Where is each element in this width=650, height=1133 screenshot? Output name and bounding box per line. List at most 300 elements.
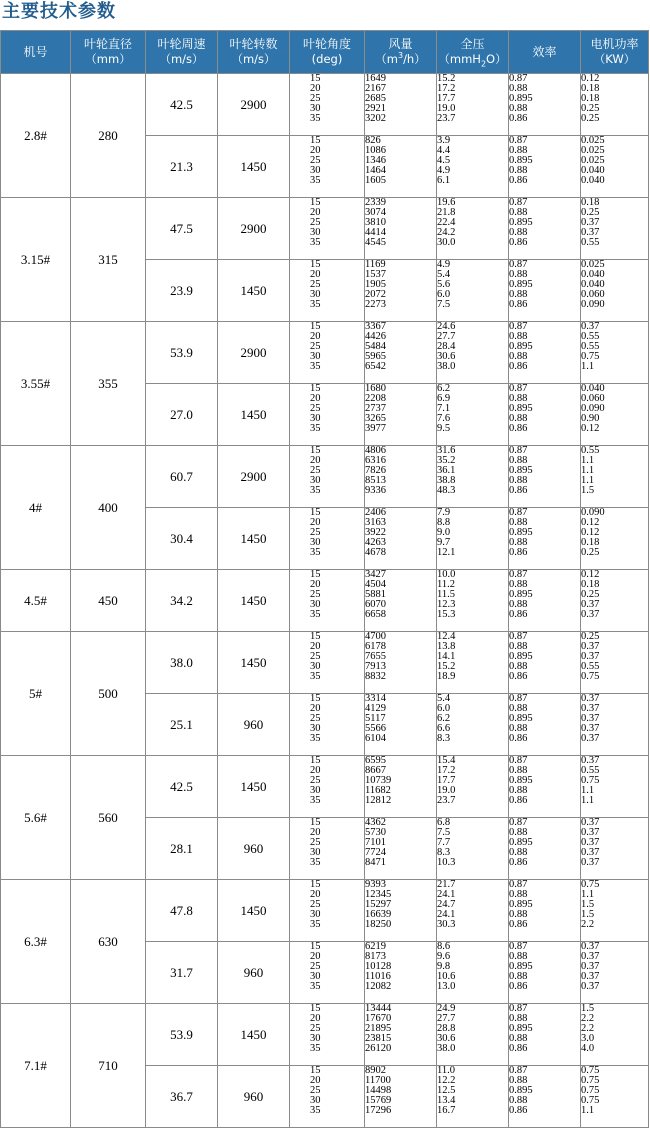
- efficiency-value: 0.895: [509, 403, 533, 414]
- power-value: 0.75: [581, 1075, 600, 1086]
- power-value: 0.37: [581, 651, 600, 662]
- airflow-value: 2737: [365, 403, 386, 414]
- speed-cell: 36.7: [146, 1066, 218, 1128]
- efficiency-value: 0.88: [509, 785, 528, 796]
- angle-cell: [290, 198, 365, 260]
- model-cell: 3.55#: [1, 322, 71, 446]
- pressure-value: 6.2: [437, 713, 451, 724]
- angle-value: 20: [310, 517, 321, 528]
- airflow-value: 1649: [365, 73, 386, 84]
- efficiency-value: 0.88: [509, 331, 528, 342]
- airflow-value: 3314: [365, 693, 386, 704]
- pressure-value: 10.3: [437, 857, 456, 868]
- power-value: 0.37: [581, 857, 600, 868]
- angle-value: 25: [310, 155, 321, 166]
- unit-text: O）: [486, 52, 507, 66]
- pressure-value: 12.4: [437, 631, 456, 642]
- efficiency-value: 0.86: [509, 671, 528, 682]
- efficiency-value: 0.88: [509, 765, 528, 776]
- power-value: 0.18: [581, 93, 600, 104]
- speed-cell: 53.9: [146, 1004, 218, 1066]
- airflow-value: 6595: [365, 755, 386, 766]
- efficiency-value: 0.88: [509, 1095, 528, 1106]
- airflow-value: 3074: [365, 207, 386, 218]
- efficiency-value: 0.895: [509, 465, 533, 476]
- angle-value: 25: [310, 527, 321, 538]
- angle-cell: [290, 632, 365, 694]
- efficiency-value: 0.86: [509, 299, 528, 310]
- pressure-value: 6.0: [437, 289, 451, 300]
- angle-value: 25: [310, 775, 321, 786]
- efficiency-value: 0.86: [509, 1105, 528, 1116]
- power-value: 0.75: [581, 879, 600, 890]
- power-cell: [581, 198, 649, 260]
- efficiency-value: 0.86: [509, 857, 528, 868]
- airflow-cell: [365, 136, 437, 198]
- angle-value: 35: [310, 1043, 321, 1054]
- airflow-cell: [365, 508, 437, 570]
- angle-cell: [290, 570, 365, 632]
- angle-value: 20: [310, 765, 321, 776]
- airflow-value: 2339: [365, 197, 386, 208]
- efficiency-cell: [509, 942, 581, 1004]
- pressure-value: 21.7: [437, 879, 456, 890]
- power-cell: [581, 136, 649, 198]
- speed-cell: 28.1: [146, 818, 218, 880]
- power-value: 0.75: [581, 1095, 600, 1106]
- angle-value: 35: [310, 1105, 321, 1116]
- efficiency-value: 0.87: [509, 1003, 528, 1014]
- efficiency-value: 0.895: [509, 527, 533, 538]
- airflow-value: 12082: [365, 981, 392, 992]
- speed-cell: 25.1: [146, 694, 218, 756]
- airflow-cell: [365, 260, 437, 322]
- efficiency-value: 0.895: [509, 1085, 533, 1096]
- power-value: 0.25: [581, 631, 600, 642]
- airflow-cell: [365, 880, 437, 942]
- airflow-value: 3810: [365, 217, 386, 228]
- diameter-cell: 400: [71, 446, 146, 570]
- efficiency-value: 0.895: [509, 155, 533, 166]
- airflow-value: 7826: [365, 465, 386, 476]
- airflow-value: 1537: [365, 269, 386, 280]
- pressure-value: 30.3: [437, 919, 456, 930]
- power-value: 0.37: [581, 817, 600, 828]
- airflow-value: 2072: [365, 289, 386, 300]
- airflow-cell: [365, 1004, 437, 1066]
- efficiency-value: 0.86: [509, 485, 528, 496]
- pressure-cell: [437, 756, 509, 818]
- speed-cell: 27.0: [146, 384, 218, 446]
- diameter-cell: 500: [71, 632, 146, 756]
- power-value: 1.1: [581, 455, 595, 466]
- pressure-value: 5.6: [437, 279, 451, 290]
- power-value: 0.040: [581, 279, 605, 290]
- efficiency-cell: [509, 446, 581, 508]
- power-cell: [581, 880, 649, 942]
- pressure-cell: [437, 260, 509, 322]
- header-power-line2: （KW）: [593, 52, 636, 66]
- angle-cell: [290, 756, 365, 818]
- pressure-value: 9.5: [437, 423, 451, 434]
- efficiency-value: 0.88: [509, 83, 528, 94]
- unit-subscript: 2: [480, 59, 487, 69]
- airflow-value: 2685: [365, 93, 386, 104]
- pressure-value: 9.6: [437, 951, 451, 962]
- airflow-value: 14498: [365, 1085, 392, 1096]
- efficiency-value: 0.88: [509, 289, 528, 300]
- efficiency-value: 0.88: [509, 475, 528, 486]
- angle-cell: [290, 74, 365, 136]
- angle-value: 30: [310, 1033, 321, 1044]
- model-cell: 6.3#: [1, 880, 71, 1004]
- efficiency-value: 0.88: [509, 909, 528, 920]
- angle-value: 35: [310, 857, 321, 868]
- angle-value: 35: [310, 671, 321, 682]
- airflow-value: 2208: [365, 393, 386, 404]
- pressure-value: 5.4: [437, 269, 451, 280]
- pressure-value: 38.0: [437, 361, 456, 372]
- efficiency-value: 0.88: [509, 1033, 528, 1044]
- power-value: 0.025: [581, 155, 605, 166]
- power-value: 0.025: [581, 145, 605, 156]
- power-value: 0.12: [581, 517, 600, 528]
- power-cell: [581, 1066, 649, 1128]
- power-value: 1.5: [581, 909, 595, 920]
- power-value: 0.25: [581, 589, 600, 600]
- header-power: [581, 31, 649, 74]
- pressure-cell: [437, 880, 509, 942]
- pressure-value: 24.1: [437, 909, 456, 920]
- efficiency-value: 0.87: [509, 73, 528, 84]
- angle-cell: [290, 880, 365, 942]
- pressure-value: 30.0: [437, 237, 456, 248]
- efficiency-value: 0.86: [509, 1043, 528, 1054]
- header-efficiency-line1: 效率: [532, 44, 557, 59]
- efficiency-value: 0.87: [509, 817, 528, 828]
- angle-value: 20: [310, 145, 321, 156]
- efficiency-value: 0.88: [509, 413, 528, 424]
- efficiency-value: 0.86: [509, 733, 528, 744]
- power-value: 1.1: [581, 795, 595, 806]
- angle-value: 35: [310, 981, 321, 992]
- rpm-cell: 1450: [218, 570, 290, 632]
- angle-value: 15: [310, 73, 321, 84]
- efficiency-value: 0.88: [509, 227, 528, 238]
- power-value: 0.37: [581, 217, 600, 228]
- pressure-value: 24.1: [437, 889, 456, 900]
- pressure-value: 15.4: [437, 755, 456, 766]
- power-value: 0.75: [581, 1065, 600, 1076]
- pressure-value: 48.3: [437, 485, 456, 496]
- pressure-value: 4.5: [437, 155, 451, 166]
- angle-value: 20: [310, 703, 321, 714]
- angle-value: 35: [310, 175, 321, 186]
- header-angle: [290, 31, 365, 74]
- airflow-value: 4362: [365, 817, 386, 828]
- efficiency-value: 0.86: [509, 175, 528, 186]
- power-value: 0.37: [581, 941, 600, 952]
- pressure-value: 13.0: [437, 981, 456, 992]
- angle-value: 30: [310, 847, 321, 858]
- speed-cell: 21.3: [146, 136, 218, 198]
- angle-value: 35: [310, 795, 321, 806]
- pressure-value: 8.3: [437, 733, 451, 744]
- airflow-value: 6070: [365, 599, 386, 610]
- angle-value: 15: [310, 383, 321, 394]
- unit-text: （mmH: [438, 52, 481, 66]
- angle-value: 20: [310, 889, 321, 900]
- power-value: 0.55: [581, 661, 600, 672]
- rpm-cell: 2900: [218, 74, 290, 136]
- pressure-cell: [437, 570, 509, 632]
- power-value: 0.25: [581, 547, 600, 558]
- airflow-value: 4129: [365, 703, 386, 714]
- power-value: 0.12: [581, 569, 600, 580]
- pressure-value: 7.5: [437, 827, 451, 838]
- header-model-line1: 机号: [23, 44, 48, 59]
- power-value: 0.55: [581, 331, 600, 342]
- angle-value: 25: [310, 837, 321, 848]
- spec-table: [0, 30, 649, 1128]
- angle-value: 25: [310, 93, 321, 104]
- airflow-value: 3202: [365, 113, 386, 124]
- efficiency-cell: [509, 818, 581, 880]
- airflow-value: 11016: [365, 971, 391, 982]
- angle-value: 30: [310, 599, 321, 610]
- pressure-value: 6.6: [437, 723, 451, 734]
- power-value: 0.75: [581, 351, 600, 362]
- efficiency-value: 0.895: [509, 1023, 533, 1034]
- header-rpm-line2: （m/s）: [231, 52, 276, 66]
- airflow-value: 826: [365, 135, 381, 146]
- angle-cell: [290, 694, 365, 756]
- angle-value: 25: [310, 465, 321, 476]
- power-value: 0.37: [581, 847, 600, 858]
- efficiency-value: 0.88: [509, 145, 528, 156]
- angle-value: 30: [310, 909, 321, 920]
- rpm-cell: 960: [218, 1066, 290, 1128]
- table-row: [1, 1004, 649, 1066]
- angle-cell: [290, 384, 365, 446]
- table-row: [1, 446, 649, 508]
- efficiency-value: 0.895: [509, 775, 533, 786]
- pressure-value: 36.1: [437, 465, 456, 476]
- table-row: [1, 756, 649, 818]
- power-value: 0.55: [581, 341, 600, 352]
- airflow-value: 4806: [365, 445, 386, 456]
- pressure-value: 22.4: [437, 217, 456, 228]
- airflow-value: 15297: [365, 899, 392, 910]
- efficiency-value: 0.87: [509, 507, 528, 518]
- model-cell: 5#: [1, 632, 71, 756]
- power-value: 0.37: [581, 703, 600, 714]
- power-value: 1.5: [581, 485, 595, 496]
- airflow-value: 13444: [365, 1003, 392, 1014]
- power-value: 0.90: [581, 413, 600, 424]
- power-value: 0.12: [581, 73, 600, 84]
- efficiency-cell: [509, 1004, 581, 1066]
- angle-value: 15: [310, 817, 321, 828]
- angle-value: 30: [310, 971, 321, 982]
- pressure-cell: [437, 508, 509, 570]
- power-value: 0.37: [581, 227, 600, 238]
- efficiency-value: 0.87: [509, 1065, 528, 1076]
- power-value: 3.0: [581, 1033, 595, 1044]
- power-value: 0.37: [581, 599, 600, 610]
- pressure-value: 14.1: [437, 651, 456, 662]
- power-value: 0.090: [581, 507, 605, 518]
- angle-value: 15: [310, 631, 321, 642]
- power-value: 0.37: [581, 321, 600, 332]
- table-row: [1, 632, 649, 694]
- angle-value: 15: [310, 941, 321, 952]
- angle-value: 30: [310, 661, 321, 672]
- airflow-value: 5965: [365, 351, 386, 362]
- angle-value: 25: [310, 217, 321, 228]
- power-value: 1.1: [581, 1105, 595, 1116]
- efficiency-cell: [509, 74, 581, 136]
- efficiency-value: 0.87: [509, 445, 528, 456]
- airflow-value: 2273: [365, 299, 386, 310]
- power-cell: [581, 74, 649, 136]
- power-value: 0.75: [581, 775, 600, 786]
- efficiency-value: 0.86: [509, 919, 528, 930]
- angle-value: 25: [310, 279, 321, 290]
- header-airflow: [365, 31, 437, 74]
- pressure-cell: [437, 74, 509, 136]
- efficiency-value: 0.87: [509, 693, 528, 704]
- airflow-value: 18250: [365, 919, 392, 930]
- efficiency-value: 0.895: [509, 899, 533, 910]
- angle-cell: [290, 446, 365, 508]
- header-angle-line2: (deg): [311, 52, 343, 66]
- efficiency-value: 0.895: [509, 217, 533, 228]
- airflow-value: 8513: [365, 475, 386, 486]
- efficiency-value: 0.88: [509, 641, 528, 652]
- angle-value: 25: [310, 1085, 321, 1096]
- power-value: 2.2: [581, 919, 595, 930]
- power-value: 0.37: [581, 951, 600, 962]
- power-value: 0.37: [581, 981, 600, 992]
- efficiency-value: 0.86: [509, 113, 528, 124]
- angle-value: 15: [310, 693, 321, 704]
- rpm-cell: 960: [218, 942, 290, 1004]
- header-pressure-line2: [437, 52, 508, 67]
- power-value: 1.1: [581, 465, 595, 476]
- efficiency-cell: [509, 136, 581, 198]
- efficiency-value: 0.88: [509, 1013, 528, 1024]
- airflow-value: 6219: [365, 941, 386, 952]
- pressure-cell: [437, 1066, 509, 1128]
- pressure-value: 5.4: [437, 693, 451, 704]
- power-value: 0.37: [581, 733, 600, 744]
- airflow-value: 11682: [365, 785, 391, 796]
- speed-cell: 38.0: [146, 632, 218, 694]
- airflow-value: 3265: [365, 413, 386, 424]
- speed-cell: 42.5: [146, 756, 218, 818]
- airflow-value: 3427: [365, 569, 386, 580]
- angle-value: 30: [310, 227, 321, 238]
- angle-cell: [290, 1004, 365, 1066]
- pressure-value: 4.9: [437, 259, 451, 270]
- airflow-value: 8471: [365, 857, 386, 868]
- airflow-cell: [365, 942, 437, 1004]
- angle-value: 25: [310, 403, 321, 414]
- header-row: [1, 31, 649, 74]
- airflow-value: 5484: [365, 341, 386, 352]
- angle-value: 20: [310, 393, 321, 404]
- power-value: 0.37: [581, 961, 600, 972]
- header-pressure-line1: 全压: [460, 37, 485, 51]
- airflow-value: 4414: [365, 227, 386, 238]
- airflow-value: 8667: [365, 765, 386, 776]
- header-power-line1: 电机功率: [590, 37, 639, 51]
- angle-value: 25: [310, 589, 321, 600]
- header-diameter-line1: 叶轮直径: [83, 37, 132, 51]
- angle-cell: [290, 818, 365, 880]
- airflow-value: 7724: [365, 847, 386, 858]
- diameter-cell: 450: [71, 570, 146, 632]
- pressure-value: 24.7: [437, 899, 456, 910]
- airflow-value: 17296: [365, 1105, 392, 1116]
- efficiency-value: 0.88: [509, 269, 528, 280]
- power-value: 0.55: [581, 765, 600, 776]
- efficiency-cell: [509, 384, 581, 446]
- pressure-value: 38.0: [437, 1043, 456, 1054]
- table-row: [1, 322, 649, 384]
- airflow-cell: [365, 322, 437, 384]
- efficiency-value: 0.895: [509, 837, 533, 848]
- pressure-value: 11.5: [437, 589, 455, 600]
- model-cell: 7.1#: [1, 1004, 71, 1128]
- power-value: 0.18: [581, 537, 600, 548]
- pressure-value: 6.8: [437, 817, 451, 828]
- power-value: 0.18: [581, 197, 600, 208]
- power-value: 0.040: [581, 269, 605, 280]
- airflow-value: 6316: [365, 455, 386, 466]
- angle-value: 35: [310, 919, 321, 930]
- power-value: 0.55: [581, 237, 600, 248]
- power-value: 0.090: [581, 299, 605, 310]
- rpm-cell: 1450: [218, 880, 290, 942]
- header-airflow-line2: [365, 52, 436, 67]
- airflow-cell: [365, 756, 437, 818]
- power-value: 0.37: [581, 713, 600, 724]
- power-cell: [581, 260, 649, 322]
- power-value: 1.1: [581, 475, 595, 486]
- airflow-value: 1464: [365, 165, 386, 176]
- airflow-value: 6658: [365, 609, 386, 620]
- efficiency-value: 0.86: [509, 547, 528, 558]
- efficiency-value: 0.88: [509, 103, 528, 114]
- pressure-value: 7.1: [437, 403, 451, 414]
- airflow-value: 3977: [365, 423, 386, 434]
- table-row: [1, 570, 649, 632]
- airflow-value: 11700: [365, 1075, 391, 1086]
- airflow-cell: [365, 570, 437, 632]
- power-cell: [581, 632, 649, 694]
- pressure-value: 12.5: [437, 1085, 456, 1096]
- airflow-value: 4504: [365, 579, 386, 590]
- model-cell: 5.6#: [1, 756, 71, 880]
- header-angle-line1: 叶轮角度: [302, 37, 351, 51]
- angle-value: 15: [310, 507, 321, 518]
- airflow-value: 1346: [365, 155, 386, 166]
- power-value: 0.37: [581, 693, 600, 704]
- power-value: 0.37: [581, 723, 600, 734]
- power-value: 1.5: [581, 899, 595, 910]
